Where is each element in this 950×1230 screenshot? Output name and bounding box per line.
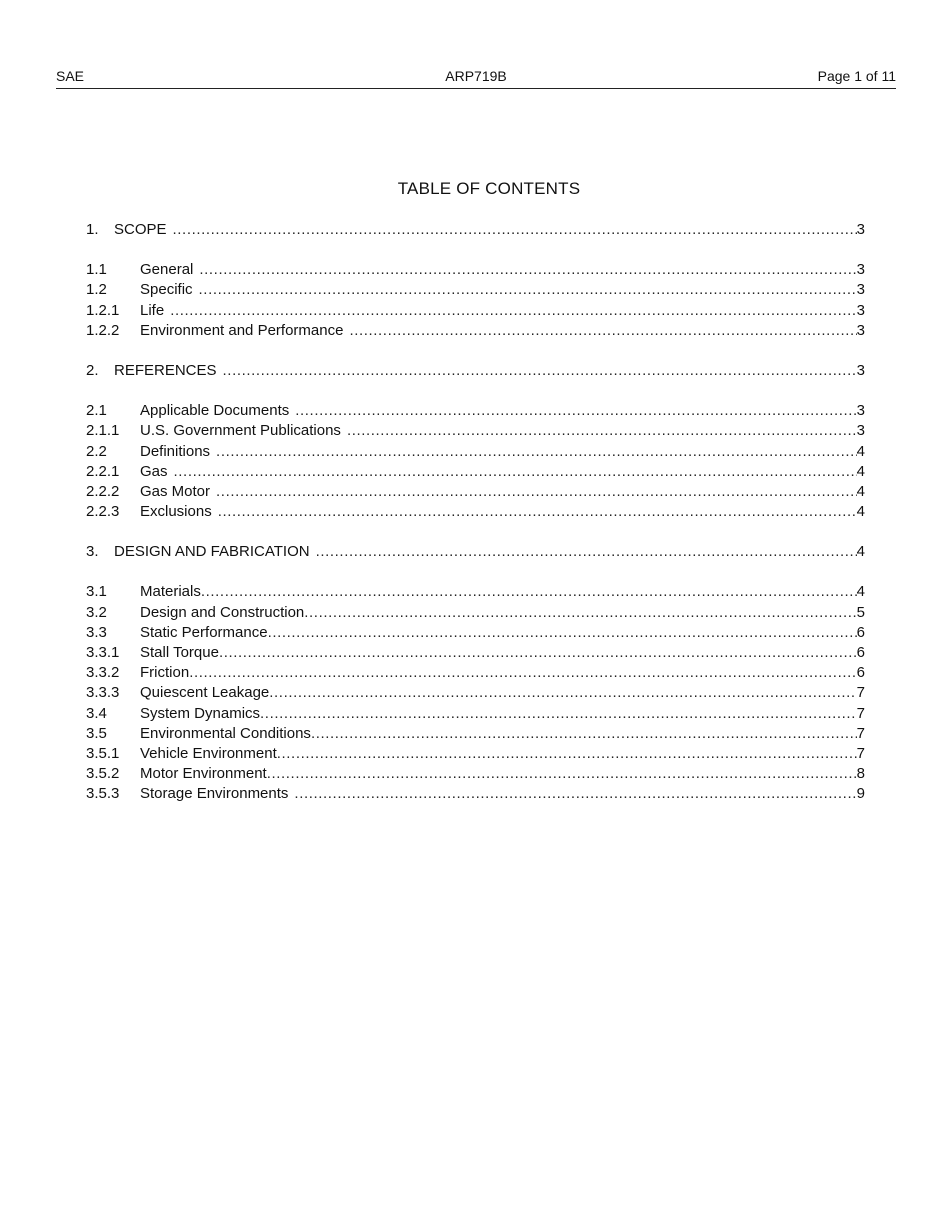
toc-entry-title: Static Performance: [140, 623, 268, 641]
toc-dot-leader: [174, 462, 857, 482]
page-header: [56, 66, 896, 89]
toc-entry-page: 3: [856, 321, 865, 339]
toc-entry-title: Exclusions: [140, 503, 212, 521]
toc-dot-leader: [189, 663, 856, 683]
toc-entry-page: 3: [856, 402, 865, 420]
toc-dot-leader: [260, 704, 857, 724]
toc-entry: [86, 623, 865, 643]
toc-entry-number: 3.4: [86, 704, 107, 722]
toc-entry-number: 1.2.2: [86, 321, 120, 339]
toc-entry-page: 6: [856, 623, 865, 641]
toc-entry-page: 7: [856, 684, 865, 702]
toc-entry-number: 3.5.3: [86, 785, 120, 803]
toc-entry-title: Environment and Performance: [140, 321, 344, 339]
toc-entry: [86, 643, 865, 663]
toc-entry-number: 2.: [86, 361, 99, 379]
toc-dot-leader: [216, 442, 857, 462]
toc-list: [86, 220, 865, 805]
toc-entry-page: 4: [856, 583, 865, 601]
toc-entry-number: 2.1: [86, 402, 107, 420]
toc-entry-number: 3.5.1: [86, 744, 120, 762]
toc-entry-page: 4: [856, 482, 865, 500]
toc-entry-title: Definitions: [140, 442, 211, 460]
toc-entry-number: 3.3.1: [86, 644, 120, 661]
toc-entry-title: SCOPE: [114, 221, 167, 238]
toc-dot-leader: [316, 542, 857, 562]
toc-dot-leader: [199, 260, 856, 280]
toc-entry-number: 1.2: [86, 281, 107, 299]
toc-entry-number: 3.5.2: [86, 765, 120, 783]
toc-dot-leader: [269, 683, 856, 703]
toc-entry-title: Gas Motor: [140, 482, 211, 500]
toc-entry: [86, 280, 865, 300]
toc-entry-page: 9: [856, 785, 865, 803]
toc-dot-leader: [201, 582, 857, 602]
toc-entry-title: Stall Torque: [140, 644, 219, 661]
toc-dot-leader: [294, 784, 856, 804]
toc-entry-title: U.S. Government Publications: [140, 422, 341, 440]
toc-dot-leader: [267, 764, 857, 784]
toc-entry: [86, 784, 865, 804]
toc-entry-title: Specific: [140, 281, 193, 299]
toc-entry-title: Vehicle Environment: [140, 744, 277, 762]
toc-entry-number: 2.2.2: [86, 482, 120, 500]
toc-entry-page: 3: [856, 301, 865, 319]
toc-entry-page: 6: [856, 644, 865, 661]
toc-entry-title: REFERENCES: [114, 361, 217, 379]
toc-entry-title: DESIGN AND FABRICATION: [114, 543, 310, 561]
toc-entry: [86, 603, 865, 623]
toc-entry-page: 4: [856, 442, 865, 460]
toc-entry-page: 4: [856, 462, 865, 480]
toc-entry-number: 1.1: [86, 261, 107, 279]
toc-entry: [86, 361, 865, 381]
toc-dot-leader: [304, 603, 856, 623]
toc-entry-page: 3: [856, 261, 865, 279]
toc-entry-page: 3: [856, 361, 865, 379]
toc-entry-title: Environmental Conditions: [140, 724, 311, 742]
toc-entry-page: 3: [856, 221, 865, 238]
toc-entry-title: System Dynamics: [140, 704, 261, 722]
toc-entry-page: 4: [856, 503, 865, 521]
toc-entry-number: 3.1: [86, 583, 107, 601]
header-page-number: Page 1 of 11: [817, 68, 896, 84]
toc-entry: [86, 542, 865, 562]
toc-dot-leader: [173, 220, 857, 240]
toc-entry: [86, 442, 865, 462]
toc-entry-page: 3: [856, 281, 865, 299]
toc-entry-page: 7: [856, 724, 865, 742]
toc-entry-title: Life: [140, 301, 165, 319]
toc-dot-leader: [218, 502, 857, 522]
toc-entry-number: 2.2.1: [86, 462, 120, 480]
header-document-number: ARP719B: [445, 68, 507, 84]
toc-entry-number: 3.3: [86, 623, 107, 641]
toc-title: TABLE OF CONTENTS: [397, 179, 581, 198]
toc-entry: [86, 462, 865, 482]
toc-entry-title: Friction: [140, 664, 190, 682]
toc-entry: [86, 301, 865, 321]
toc-entry-title: General: [140, 261, 194, 279]
toc-entry: [86, 764, 865, 784]
toc-entry-page: 4: [856, 543, 865, 561]
toc-dot-leader: [199, 280, 857, 300]
toc-entry-number: 2.1.1: [86, 422, 120, 440]
toc-entry: [86, 704, 865, 724]
toc-entry-page: 7: [856, 704, 865, 722]
toc-entry-title: Materials: [140, 583, 201, 601]
toc-entry-number: 3.: [86, 543, 99, 561]
toc-entry: [86, 502, 865, 522]
toc-entry-title: Applicable Documents: [140, 402, 290, 420]
toc-entry: [86, 421, 865, 441]
toc-dot-leader: [216, 482, 857, 502]
toc-entry-page: 8: [856, 765, 865, 783]
toc-dot-leader: [311, 724, 857, 744]
toc-dot-leader: [295, 401, 856, 421]
toc-entry-page: 6: [856, 664, 865, 682]
toc-entry: [86, 663, 865, 683]
toc-entry-number: 3.5: [86, 724, 107, 742]
toc-dot-leader: [268, 623, 857, 643]
toc-entry-number: 2.2: [86, 442, 107, 460]
toc-dot-leader: [347, 421, 857, 441]
toc-entry-number: 3.3.3: [86, 684, 120, 702]
toc-entry: [86, 260, 865, 280]
toc-dot-leader: [349, 321, 856, 341]
toc-entry-title: Quiescent Leakage: [140, 684, 270, 702]
toc-dot-leader: [223, 361, 857, 381]
toc-dot-leader: [219, 643, 857, 663]
toc-dot-leader: [277, 744, 857, 764]
toc-entry: [86, 683, 865, 703]
header-organization: SAE: [56, 68, 85, 84]
toc-entry: [86, 482, 865, 502]
toc-entry: [86, 401, 865, 421]
toc-entry-page: 5: [856, 603, 865, 621]
toc-entry-number: 1.2.1: [86, 301, 120, 319]
toc-entry-page: 3: [856, 422, 865, 440]
toc-entry-number: 2.2.3: [86, 503, 120, 521]
toc-dot-leader: [170, 301, 856, 321]
toc-entry-number: 3.3.2: [86, 664, 120, 682]
toc-entry-title: Motor Environment: [140, 765, 267, 783]
toc-entry-title: Design and Construction: [140, 603, 305, 621]
toc-entry: [86, 321, 865, 341]
toc-entry: [86, 724, 865, 744]
toc-entry-number: 3.2: [86, 603, 107, 621]
toc-entry-title: Storage Environments: [140, 785, 289, 803]
toc-entry: [86, 582, 865, 602]
toc-entry-number: 1.: [86, 221, 99, 238]
toc-entry: [86, 744, 865, 764]
toc-entry-title: Gas: [140, 462, 168, 480]
toc-entry: [86, 220, 865, 240]
toc-entry-page: 7: [856, 744, 865, 762]
